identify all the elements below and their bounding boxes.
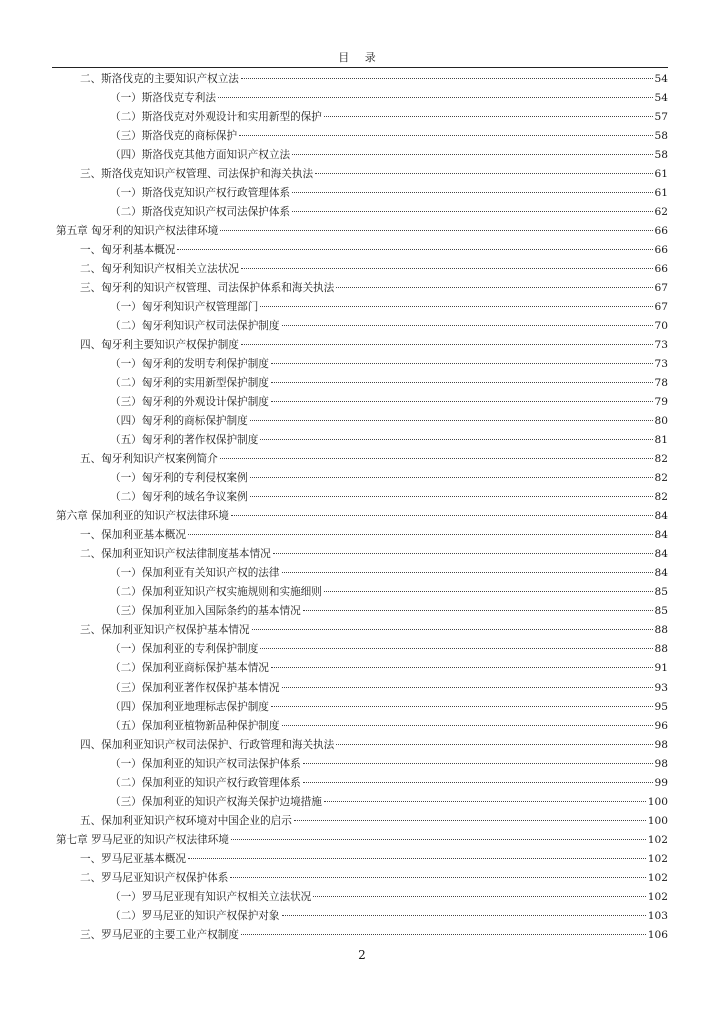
toc-entry-title: （二）保加利亚的知识产权行政管理体系 [110, 776, 301, 789]
toc-subsection-entry [52, 698, 668, 717]
toc-entry-title: （三）斯洛伐克的商标保护 [110, 130, 238, 143]
toc-entry-page: 67 [654, 282, 668, 295]
toc-entry-page: 91 [654, 662, 668, 675]
toc-entry-title: （一）匈牙利的专利侵权案例 [110, 472, 248, 485]
toc-entry-page: 57 [654, 111, 668, 124]
toc-entry-title: （三）匈牙利的外观设计保护制度 [110, 396, 269, 409]
toc-entry-page: 58 [654, 149, 668, 162]
toc-entry-page: 61 [654, 187, 668, 200]
toc-entry-title: （四）匈牙利的商标保护制度 [110, 415, 248, 428]
dot-leader [336, 744, 652, 745]
header-rule [52, 67, 668, 68]
toc-subsection-entry [52, 755, 668, 774]
toc-subsection-entry [52, 564, 668, 583]
toc-entry-page: 102 [647, 852, 668, 865]
toc-entry-page: 100 [647, 814, 668, 827]
toc-entry-title: 四、匈牙利主要知识产权保护制度 [80, 339, 239, 352]
toc-entry-title: （二）保加利亚知识产权实施规则和实施细则 [110, 586, 322, 599]
toc-subsection-entry [52, 469, 668, 488]
toc-entry-title: 一、保加利亚基本概况 [80, 529, 186, 542]
toc-section-entry [52, 545, 668, 564]
toc-entry-page: 96 [654, 719, 668, 732]
toc-entry-page: 93 [654, 681, 668, 694]
table-of-contents [52, 70, 668, 945]
dot-leader [271, 667, 653, 668]
toc-entry-title: （一）保加利亚的专利保护制度 [110, 643, 259, 656]
toc-section-entry [52, 736, 668, 755]
toc-entry-title: 第六章 保加利亚的知识产权法律环境 [56, 510, 229, 523]
dot-leader [231, 839, 646, 840]
toc-section-entry [52, 260, 668, 279]
dot-leader [303, 610, 653, 611]
toc-section-entry [52, 869, 668, 888]
toc-entry-title: 第七章 罗马尼亚的知识产权法律环境 [56, 833, 229, 846]
toc-section-entry [52, 241, 668, 260]
dot-leader [324, 116, 653, 117]
toc-subsection-entry [52, 488, 668, 507]
toc-entry-page: 98 [654, 738, 668, 751]
toc-entry-page: 70 [654, 320, 668, 333]
toc-subsection-entry [52, 907, 668, 926]
toc-entry-page: 85 [654, 586, 668, 599]
toc-section-entry [52, 70, 668, 89]
toc-entry-page: 66 [654, 263, 668, 276]
toc-subsection-entry [52, 412, 668, 431]
toc-entry-page: 88 [654, 624, 668, 637]
toc-entry-title: （二）斯洛伐克对外观设计和实用新型的保护 [110, 111, 322, 124]
dot-leader [230, 877, 645, 878]
dot-leader [271, 363, 653, 364]
dot-leader [220, 458, 653, 459]
toc-entry-title: （一）斯洛伐克专利法 [110, 92, 216, 105]
toc-subsection-entry [52, 659, 668, 678]
dot-leader [250, 477, 653, 478]
dot-leader [188, 534, 653, 535]
dot-leader [282, 572, 653, 573]
page-number: 2 [358, 948, 366, 962]
toc-section-entry [52, 336, 668, 355]
toc-subsection-entry [52, 393, 668, 412]
toc-entry-page: 54 [654, 73, 668, 85]
toc-entry-title: 三、斯洛伐克知识产权管理、司法保护和海关执法 [80, 168, 314, 181]
toc-entry-title: 一、匈牙利基本概况 [80, 244, 176, 257]
toc-entry-page: 106 [647, 928, 668, 941]
dot-leader [292, 192, 652, 193]
toc-entry-page: 61 [654, 168, 668, 181]
dot-leader [271, 401, 653, 402]
dot-leader [218, 97, 653, 98]
toc-entry-page: 102 [647, 871, 668, 884]
toc-entry-page: 84 [654, 548, 668, 561]
toc-subsection-entry [52, 431, 668, 450]
toc-subsection-entry [52, 355, 668, 374]
toc-subsection-entry [52, 717, 668, 736]
toc-entry-title: 二、匈牙利知识产权相关立法状况 [80, 263, 239, 276]
dot-leader [241, 934, 646, 935]
toc-entry-title: 二、罗马尼亚知识产权保护体系 [80, 871, 229, 884]
toc-entry-title: （一）保加利亚的知识产权司法保护体系 [110, 757, 301, 770]
toc-entry-title: （五）匈牙利的著作权保护制度 [110, 434, 259, 447]
toc-entry-page: 67 [654, 301, 668, 314]
dot-leader [282, 687, 653, 688]
dot-leader [303, 782, 653, 783]
toc-entry-title: 一、罗马尼亚基本概况 [80, 852, 186, 865]
dot-leader [239, 135, 652, 136]
toc-chapter-entry [52, 831, 668, 850]
dot-leader [260, 439, 652, 440]
toc-subsection-entry [52, 888, 668, 907]
toc-entry-page: 103 [647, 909, 668, 922]
dot-leader [260, 648, 652, 649]
toc-subsection-entry [52, 203, 668, 222]
toc-entry-page: 82 [654, 453, 668, 466]
toc-entry-title: （五）保加利亚植物新品种保护制度 [110, 719, 280, 732]
dot-leader [241, 344, 653, 345]
toc-subsection-entry [52, 108, 668, 127]
dot-leader [282, 325, 653, 326]
toc-subsection-entry [52, 184, 668, 203]
toc-entry-title: （一）斯洛伐克知识产权行政管理体系 [110, 187, 291, 200]
toc-entry-page: 98 [654, 757, 668, 770]
toc-entry-title: （四）保加利亚地理标志保护制度 [110, 700, 269, 713]
toc-entry-page: 88 [654, 643, 668, 656]
dot-leader [188, 858, 646, 859]
toc-subsection-entry [52, 793, 668, 812]
page-header-title: 目 录 [338, 51, 382, 64]
toc-entry-title: （一）保加利亚有关知识产权的法律 [110, 567, 280, 580]
toc-entry-title: 三、匈牙利的知识产权管理、司法保护体系和海关执法 [80, 282, 335, 295]
dot-leader [250, 496, 653, 497]
toc-entry-title: 第五章 匈牙利的知识产权法律环境 [56, 225, 219, 238]
dot-leader [324, 591, 653, 592]
dot-leader [282, 725, 653, 726]
toc-section-entry [52, 621, 668, 640]
toc-entry-title: （一）匈牙利的发明专利保护制度 [110, 358, 269, 371]
toc-entry-title: （二）斯洛伐克知识产权司法保护体系 [110, 206, 291, 219]
toc-entry-page: 84 [654, 567, 668, 580]
toc-entry-title: 五、匈牙利知识产权案例简介 [80, 453, 218, 466]
toc-section-entry [52, 812, 668, 831]
dot-leader [313, 896, 645, 897]
toc-entry-page: 100 [647, 795, 668, 808]
dot-leader [336, 287, 652, 288]
toc-entry-title: （二）匈牙利的域名争议案例 [110, 491, 248, 504]
dot-leader [252, 629, 653, 630]
toc-subsection-entry [52, 374, 668, 393]
dot-leader [271, 382, 653, 383]
dot-leader [294, 820, 646, 821]
toc-entry-page: 73 [654, 339, 668, 352]
toc-entry-page: 66 [654, 225, 668, 238]
dot-leader [303, 763, 653, 764]
toc-entry-title: （二）匈牙利的实用新型保护制度 [110, 377, 269, 390]
dot-leader [260, 306, 652, 307]
toc-subsection-entry [52, 89, 668, 108]
dot-leader [241, 268, 653, 269]
toc-subsection-entry [52, 298, 668, 317]
toc-entry-page: 82 [654, 491, 668, 504]
toc-entry-title: （二）匈牙利知识产权司法保护制度 [110, 320, 280, 333]
toc-entry-page: 62 [654, 206, 668, 219]
toc-section-entry [52, 165, 668, 184]
dot-leader [315, 173, 652, 174]
toc-section-entry [52, 926, 668, 945]
toc-chapter-entry [52, 222, 668, 241]
toc-entry-title: 三、保加利亚知识产权保护基本情况 [80, 624, 250, 637]
toc-entry-page: 73 [654, 358, 668, 371]
toc-entry-page: 78 [654, 377, 668, 390]
toc-entry-page: 66 [654, 244, 668, 257]
dot-leader [250, 420, 653, 421]
toc-entry-title: 三、罗马尼亚的主要工业产权制度 [80, 928, 239, 941]
toc-section-entry [52, 450, 668, 469]
toc-subsection-entry [52, 146, 668, 165]
toc-entry-title: （三）保加利亚著作权保护基本情况 [110, 681, 280, 694]
toc-entry-title: （四）斯洛伐克其他方面知识产权立法 [110, 149, 291, 162]
dot-leader [177, 249, 652, 250]
toc-entry-page: 58 [654, 130, 668, 143]
toc-entry-page: 84 [654, 529, 668, 542]
toc-entry-title: （一）罗马尼亚现有知识产权相关立法状况 [110, 890, 312, 903]
toc-entry-title: （二）罗马尼亚的知识产权保护对象 [110, 909, 280, 922]
toc-section-entry [52, 850, 668, 869]
dot-leader [282, 915, 646, 916]
toc-entry-title: （三）保加利亚加入国际条约的基本情况 [110, 605, 301, 618]
toc-entry-page: 102 [647, 833, 668, 846]
toc-subsection-entry [52, 317, 668, 336]
toc-chapter-entry [52, 507, 668, 526]
dot-leader [324, 801, 646, 802]
toc-entry-title: 五、保加利亚知识产权环境对中国企业的启示 [80, 814, 292, 827]
toc-entry-page: 84 [654, 510, 668, 523]
toc-entry-title: 二、斯洛伐克的主要知识产权立法 [80, 73, 239, 85]
dot-leader [292, 154, 652, 155]
dot-leader [231, 515, 653, 516]
toc-subsection-entry [52, 583, 668, 602]
toc-entry-page: 82 [654, 472, 668, 485]
toc-subsection-entry [52, 127, 668, 146]
toc-section-entry [52, 526, 668, 545]
toc-entry-page: 80 [654, 415, 668, 428]
toc-subsection-entry [52, 602, 668, 621]
toc-subsection-entry [52, 679, 668, 698]
toc-entry-title: （一）匈牙利知识产权管理部门 [110, 301, 259, 314]
toc-entry-page: 99 [654, 776, 668, 789]
dot-leader [241, 78, 653, 79]
dot-leader [271, 706, 653, 707]
toc-entry-page: 102 [647, 890, 668, 903]
toc-entry-page: 54 [654, 92, 668, 105]
dot-leader [273, 553, 653, 554]
toc-entry-title: 二、保加利亚知识产权法律制度基本情况 [80, 548, 271, 561]
toc-entry-title: （二）保加利亚商标保护基本情况 [110, 662, 269, 675]
toc-section-entry [52, 279, 668, 298]
toc-entry-page: 85 [654, 605, 668, 618]
toc-entry-title: （三）保加利亚的知识产权海关保护边境措施 [110, 795, 322, 808]
toc-entry-page: 95 [654, 700, 668, 713]
dot-leader [292, 211, 652, 212]
dot-leader [220, 230, 652, 231]
toc-subsection-entry [52, 774, 668, 793]
toc-entry-title: 四、保加利亚知识产权司法保护、行政管理和海关执法 [80, 738, 335, 751]
toc-subsection-entry [52, 640, 668, 659]
toc-entry-page: 81 [654, 434, 668, 447]
toc-entry-page: 79 [654, 396, 668, 409]
